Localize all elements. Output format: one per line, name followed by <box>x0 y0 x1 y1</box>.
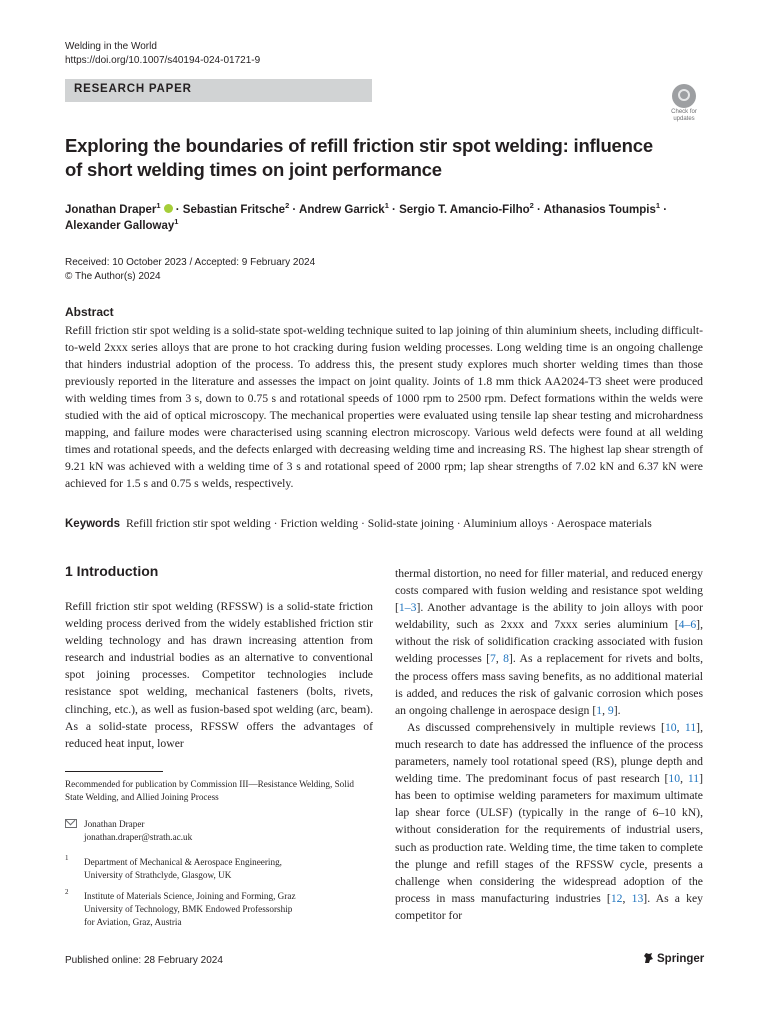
title-line-1: Exploring the boundaries of refill friction stir spot welding: influence <box>65 135 653 156</box>
author-name[interactable]: Sebastian Fritsche <box>182 204 286 216</box>
orcid-icon[interactable] <box>164 204 173 213</box>
article-dates <box>65 256 315 284</box>
affiliation-1: Department of Mechanical & Aerospace Engineering, University of Strathclyde, Glasgow, UK <box>84 857 282 880</box>
check-updates-line2: updates <box>673 116 695 122</box>
footnote-divider <box>65 771 163 772</box>
check-for-updates-badge[interactable] <box>664 84 704 124</box>
corresponding-name: Jonathan Draper <box>84 819 145 829</box>
citation-link[interactable]: 13 <box>631 891 644 905</box>
article-type-label: RESEARCH PAPER <box>74 83 192 95</box>
citation-link[interactable]: 8 <box>503 652 509 666</box>
author-name[interactable]: Athanasios Toumpis <box>543 204 656 216</box>
check-updates-line1: Check for <box>671 109 697 115</box>
author-name[interactable]: Sergio T. Amancio-Filho <box>399 204 530 216</box>
citation-link[interactable]: 4–6 <box>678 618 697 632</box>
affiliation-number: 2 <box>65 888 69 896</box>
paragraph: thermal distortion, no need for filler material, and reduced energy costs compared with fusion welding and resistance spot welding [1–3]. Another advantage is the ability to join alloys with poor weldability, such as 2xxx and 7xxx series aluminium [4–6], without the risk of solidification cracking associated with fusion welding processes [7, 8]. As a replacement for rivets and bolts, the process offers mass saving benefits, as no additional material is added, and reduces the risk of galvanic corrosion which poses an ongoing challenge in aerospace design [1, 9]. <box>395 567 703 717</box>
title-line-2: of short welding times on joint performance <box>65 159 442 180</box>
author-name[interactable]: Jonathan Draper <box>65 204 157 216</box>
keywords-label: Keywords <box>65 518 120 530</box>
paragraph: Refill friction stir spot welding (RFSSW) is a solid-state friction welding process derived from the widely established friction stir welding technology and has drawn increasing attention from research and industrial bodies as an alternative to conventional spot joining processes. Competitor technologies include resistance spot welding, mechanical fasteners (bolts, rivets, clinching, etc.), as well as fusion-based spot welding (arc, beam). As a solid-state process, RFSSW offers the advantages of reduced heat input, lower <box>65 600 373 750</box>
keywords <box>65 516 715 532</box>
copyright: © The Author(s) 2024 <box>65 271 161 282</box>
author-list: Jonathan Draper$^1$ · Sebastian Fritsche$^2$ · Andrew Garrick$^1$ · Sergio T. Amancio-Filho$^2$ · Athanasios Toumpis$^1$ · Alexander Galloway$^1$ <box>65 201 668 232</box>
paragraph: As discussed comprehensively in multiple reviews [10, 11], much research to date has addressed the influence of the process parameters, namely tool rotational speed (RS), plunge depth and welding time. The predominant focus of past research [10, 11] has been to optimise welding parameters for maximum ultimate lap shear force (ULSF) (typically in the range of 6–10 kN), without consideration for the requirements of industrial users, such as production rate. Welding time, the time taken to complete the plunge and refill stages of the RFSSW cycle, presents a challenge when considering the widespread adoption of the process in mass manufacturing industries [12, 13]. As a key competitor for <box>395 720 704 922</box>
body-column-right <box>395 565 703 924</box>
citation-link[interactable]: 11 <box>687 772 700 786</box>
doi-link[interactable]: https://doi.org/10.1007/s40194-024-01721-9 <box>65 55 261 66</box>
check-for-updates-icon <box>672 84 696 108</box>
citation-link[interactable]: 1 <box>596 703 603 717</box>
corresponding-email[interactable]: jonathan.draper@strath.ac.uk <box>84 832 193 842</box>
author-name[interactable]: Andrew Garrick <box>299 204 385 216</box>
author-name[interactable]: Alexander Galloway <box>65 220 175 232</box>
citation-link[interactable]: 1–3 <box>398 601 417 615</box>
paper-title <box>65 134 665 182</box>
author-affiliation: 2 <box>285 201 290 211</box>
springer-horse-icon <box>643 952 654 964</box>
received-accepted: Received: 10 October 2023 / Accepted: 9 February 2024 <box>65 257 316 268</box>
author-affiliation: 1 <box>384 201 389 211</box>
citation-link[interactable]: 12 <box>610 891 623 905</box>
citation-link[interactable]: 11 <box>684 720 697 734</box>
citation-link[interactable]: 9 <box>607 703 614 717</box>
abstract-text: Refill friction stir spot welding is a solid-state spot-welding technique suited to lap joining of thin aluminium sheets, including difficult-to-weld 2xxx series alloys that are prone to hot cracking during fusion welding processes. Long welding time is an ongoing challenge that hinders industrial adoption of the process. To address this, the present study explores much shorter welding times than those previously reported in the literature and assesses the impact on joint quality. Joints of 1.8 mm thick AA2024-T3 sheet were produced with welding times from 3 s, down to 0.75 s and rotational speeds of 1000 rpm to 2500 rpm. Defect formations within the welds were studied with the aid of optical microscopy. The mechanical properties were evaluated using tensile lap shear testing and microhardness mapping, and failure modes were characterised using scanning electron microscopy. Various weld defects were found at all welding times and rotational speeds, and the defects enlarged with decreasing welding time and increasing RS. The highest lap shear strength of 9.21 kN was achieved with a welding time of 3 s and rotational speed of 2000 rpm; lap shear strengths of 7.02 kN and 6.37 kN were achieved for 1.5 s and 0.75 s welds, respectively. <box>65 324 703 490</box>
publisher-logo <box>643 952 704 965</box>
citation-link[interactable]: 10 <box>668 772 681 786</box>
article-type-banner <box>65 79 372 102</box>
envelope-icon[interactable] <box>65 819 77 828</box>
author-affiliation: 1 <box>156 201 161 211</box>
citation-link[interactable]: 10 <box>664 720 677 734</box>
affiliation-number: 1 <box>65 854 69 862</box>
author-affiliation: 1 <box>174 217 179 227</box>
abstract-heading: Abstract <box>65 305 114 319</box>
keywords-list: Refill friction stir spot welding · Friction welding · Solid-state joining · Aluminium alloys · Aerospace materials <box>125 517 652 530</box>
citation-link[interactable]: 7 <box>490 652 496 666</box>
recommendation-note: Recommended for publication by Commission III—Resistance Welding, Solid State Welding, and Allied Joining Process <box>65 779 354 802</box>
section-heading: 1 Introduction <box>65 563 159 579</box>
corresponding-author <box>84 818 192 844</box>
author-affiliation: 1 <box>655 201 661 211</box>
body-column-left <box>65 598 373 752</box>
author-affiliation: 2 <box>529 201 534 211</box>
publisher-name: Springer <box>657 953 705 965</box>
journal-name: Welding in the World <box>65 41 157 52</box>
affiliation-2: Institute of Materials Science, Joining and Forming, Graz University of Technology, BMK Endowed Professorship for Aviation, Graz, Austria <box>84 891 296 927</box>
published-date: Published online: 28 February 2024 <box>65 955 223 966</box>
